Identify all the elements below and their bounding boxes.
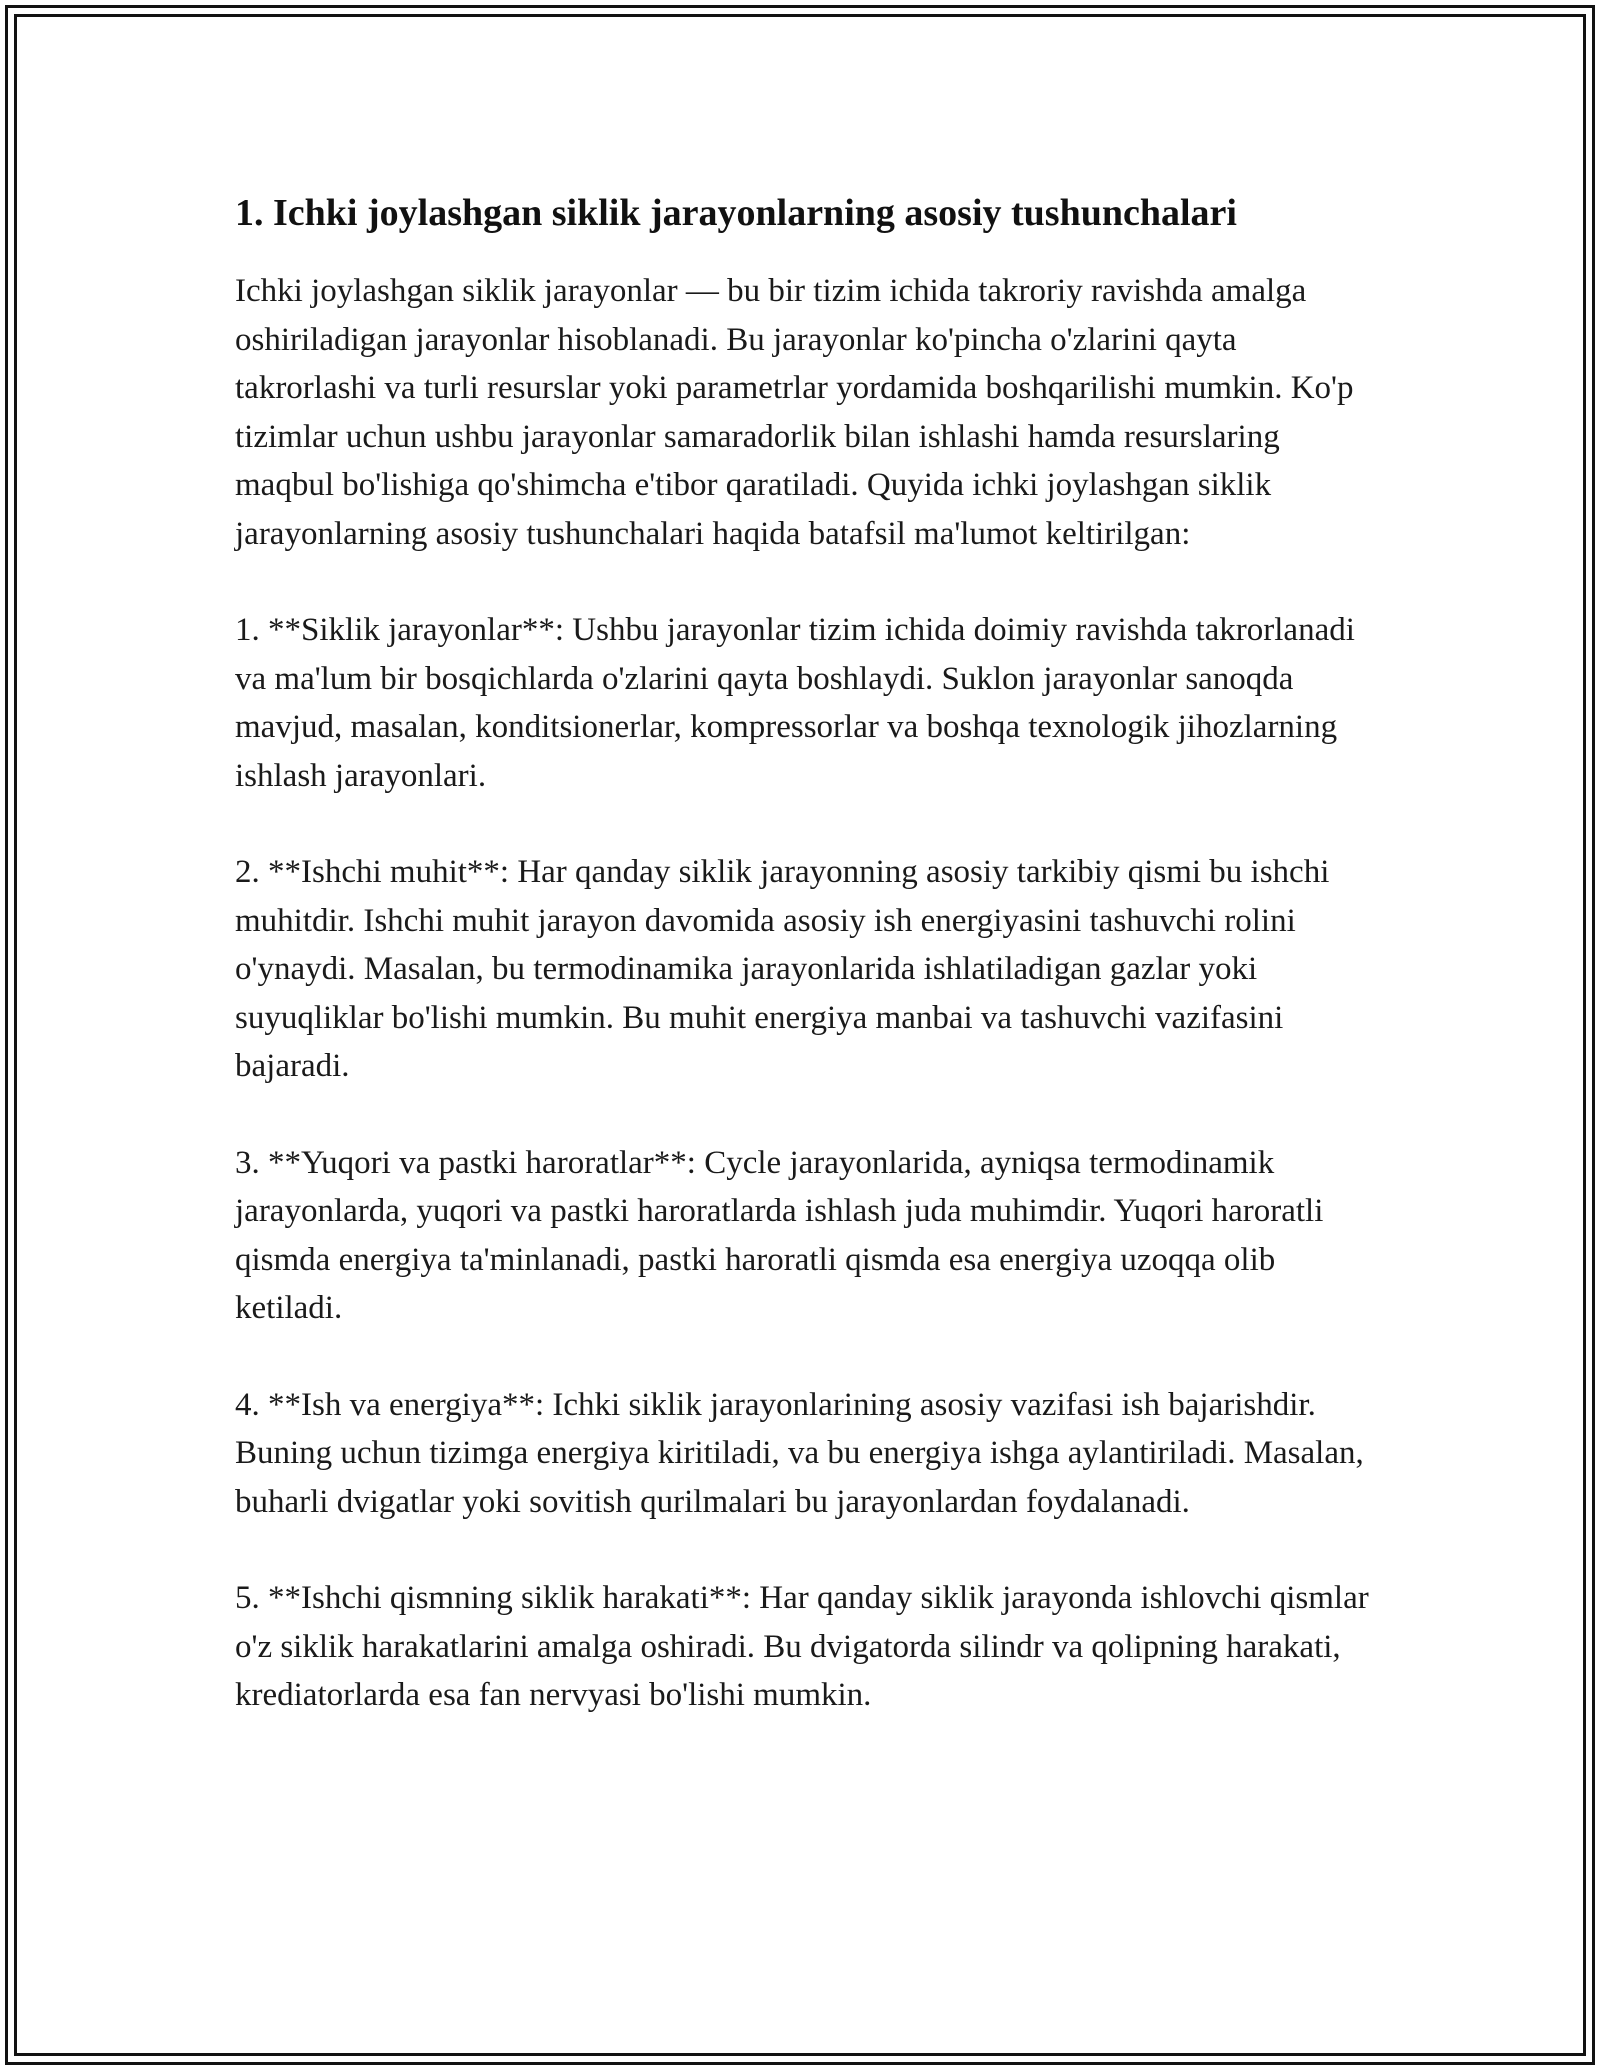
list-item-siklik-harakati: 5. **Ishchi qismning siklik harakati**: Har qanday siklik jarayonda ishlovchi qismlar o'z siklik harakatlarini amalga oshiradi. Bu dvigatorda silindr va qolipning harakati, krediatorlarda esa fan nervyasi bo'lishi mumkin.: [235, 1580, 1369, 1713]
list-item-siklik-jarayonlar: 1. **Siklik jarayonlar**: Ushbu jarayonlar tizim ichida doimiy ravishda takrorlanadi va ma'lum bir bosqichlarda o'zlarini qayta boshlaydi. Suklon jarayonlar sanoqda mavjud, masalan, konditsionerlar, kompressorlar va boshqa texnologik jihozlarning ishlash jarayonlari.: [235, 612, 1355, 794]
list-item-ishchi-muhit: 2. **Ishchi muhit**: Har qanday siklik jarayonning asosiy tarkibiy qismi bu ishchi muhitdir. Ishchi muhit jarayon davomida asosiy ish energiyasini tashuvchi rolini o'ynaydi. Masalan, bu termodinamika jarayonlarida ishlatiladigan gazlar yoki suyuqliklar bo'lishi mumkin. Bu muhit energiya manbai va tashuvchi vazifasini bajaradi.: [235, 854, 1330, 1084]
list-item-haroratlar: 3. **Yuqori va pastki haroratlar**: Cycle jarayonlarida, ayniqsa termodinamik jarayonlarda, yuqori va pastki haroratlarda ishlash juda muhimdir. Yuqori haroratli qismda energiya ta'minlanadi, pastki haroratli qismda esa energiya uzoqqa olib ketiladi.: [235, 1144, 1324, 1326]
document-body: [235, 183, 1375, 1768]
section-heading: 1. Ichki joylashgan siklik jarayonlarning asosiy tushunchalari: [235, 192, 1237, 234]
list-item-ish-va-energiya: 4. **Ish va energiya**: Ichki siklik jarayonlarining asosiy vazifasi ish bajarishdir. Buning uchun tizimga energiya kiritiladi, va bu energiya ishga aylantiriladi. Masalan, buharli dvigatlar yoki sovitish qurilmalari bu jarayonlardan foydalanadi.: [235, 1386, 1364, 1520]
intro-paragraph: Ichki joylashgan siklik jarayonlar — bu bir tizim ichida takroriy ravishda amalga oshiriladigan jarayonlar hisoblanadi. Bu jarayonlar ko'pincha o'zlarini qayta takrorlashi va turli resurslar yoki parametrlar yordamida boshqarilishi mumkin. Ko'p tizimlar uchun ushbu jarayonlar samaradorlik bilan ishlashi hamda resurslaring maqbul bo'lishiga qo'shimcha e'tibor qaratiladi. Quyida ichki joylashgan siklik jarayonlarning asosiy tushunchalari haqida batafsil ma'lumot keltirilgan:: [235, 273, 1354, 552]
